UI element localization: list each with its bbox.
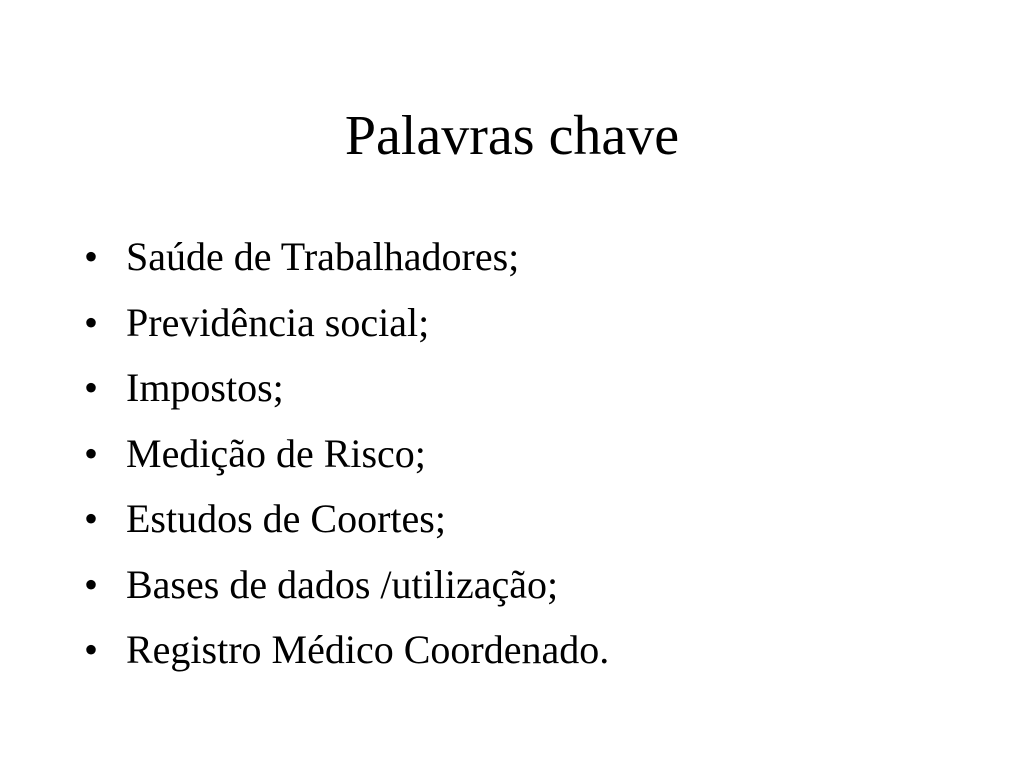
bullet-icon: • — [84, 365, 99, 410]
list-item-text: Saúde de Trabalhadores; — [126, 234, 520, 279]
list-item — [84, 226, 609, 292]
list-item — [84, 423, 609, 489]
bullet-icon: • — [84, 561, 99, 607]
list-item-text: Impostos; — [126, 365, 284, 410]
bullet-icon: • — [84, 430, 99, 476]
slide-title: Palavras chave — [344, 105, 680, 167]
bullet-icon: • — [84, 299, 99, 345]
bullet-icon: • — [84, 627, 99, 672]
bullet-list — [84, 226, 609, 685]
list-item-text: Registro Médico Coordenado. — [126, 627, 610, 672]
list-item — [84, 619, 609, 685]
list-item-text: Bases de dados /utilização; — [126, 561, 559, 607]
bullet-icon: • — [84, 496, 99, 541]
list-item-text: Medição de Risco; — [126, 430, 426, 476]
list-item-text: Estudos de Coortes; — [126, 496, 446, 541]
bullet-icon: • — [84, 234, 99, 279]
list-item — [84, 488, 609, 554]
list-item — [84, 292, 609, 358]
list-item — [84, 357, 609, 423]
list-item-text: Previdência social; — [126, 299, 430, 345]
list-item — [84, 554, 609, 620]
